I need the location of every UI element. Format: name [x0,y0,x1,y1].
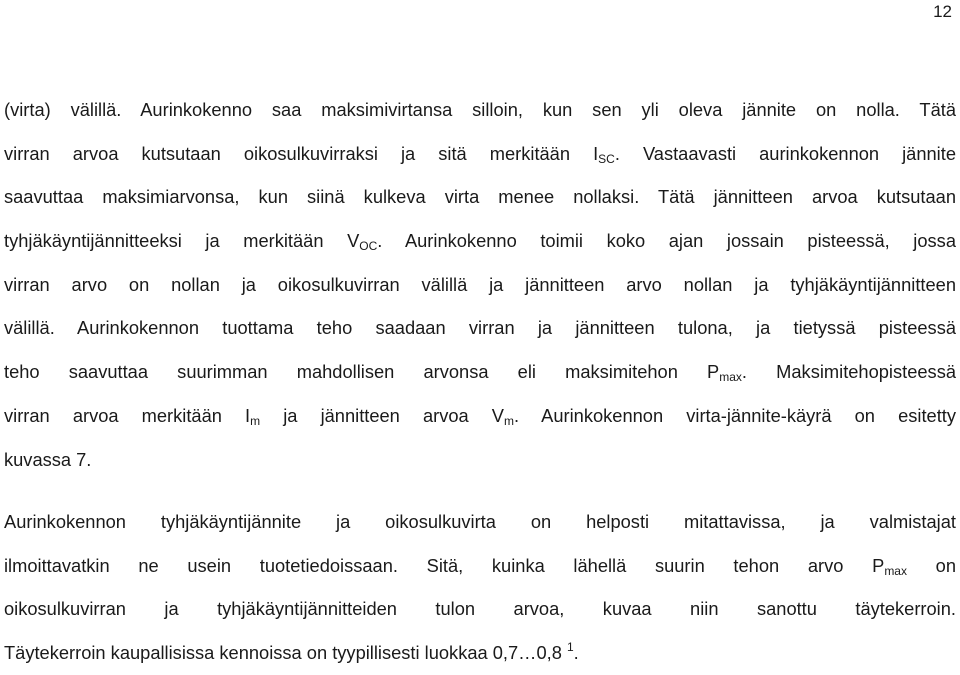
text-line: Aurinkokennon tyhjäkäyntijännite ja oikosulkuvirta on helposti mitattavissa, ja valmistajat [4,511,956,532]
subscript: m [504,413,514,428]
text-line: saavuttaa maksimiarvonsa, kun siinä kulkeva virta menee nollaksi. Tätä jännitteen arvoa kutsutaan [4,186,956,208]
text-line: välillä. Aurinkokennon tuottama teho saadaan virran ja jännitteen tulona, ja tietyssä pisteessä [4,317,956,339]
paragraph-1 [4,88,956,481]
subscript: m [250,413,261,428]
text-line: virran arvoa kutsutaan oikosulkuvirraksi ja sitä merkitään $I_{SC}$. Vastaavasti aurinkokennon jännite [4,142,956,166]
text-line: ilmoittavatkin ne usein tuotetiedoissaan. Sitä, kuinka lähellä suurin tehon arvo $P_{max}$ on [4,554,956,578]
subscript: max [884,563,907,578]
text-line: virran arvo on nollan ja oikosulkuvirran välillä ja jännitteen arvo nollan ja tyhjäkäyntijännitteen [4,273,956,295]
subscript: max [719,370,742,385]
text-line: tyhjäkäyntijännitteeksi ja merkitään $V_{OC}$. Aurinkokenno toimii koko ajan jossain pisteessä, jossa [4,230,956,254]
text-line: (virta) välillä. Aurinkokenno saa maksimivirtansa silloin, kun sen yli oleva jännite on nolla. Tätä [4,99,956,120]
text-line: virran arvoa merkitään $I_m$ ja jännitteen arvoa $V_m$. Aurinkokennon virta-jännite-käyrä on esitetty [4,404,956,428]
text-line: oikosulkuvirran ja tyhjäkäyntijännitteiden tulon arvoa, kuvaa niin sanottu täytekerroin. [4,598,956,620]
subscript: OC [359,239,378,254]
footnote-reference[interactable]: 1 [566,640,574,655]
text-line: kuvassa 7. [4,448,92,470]
subscript: SC [598,151,615,166]
text-line: teho saavuttaa suurimman mahdollisen arvonsa eli maksimitehon $P_{max}$. Maksimitehopisteessä [4,361,956,385]
paragraph-2 [4,500,956,675]
page-number: 12 [933,2,952,21]
text-line: Täytekerroin kaupallisissa kennoissa on tyypillisesti luokkaa 0,7…0,8 $^1$. [4,640,579,664]
